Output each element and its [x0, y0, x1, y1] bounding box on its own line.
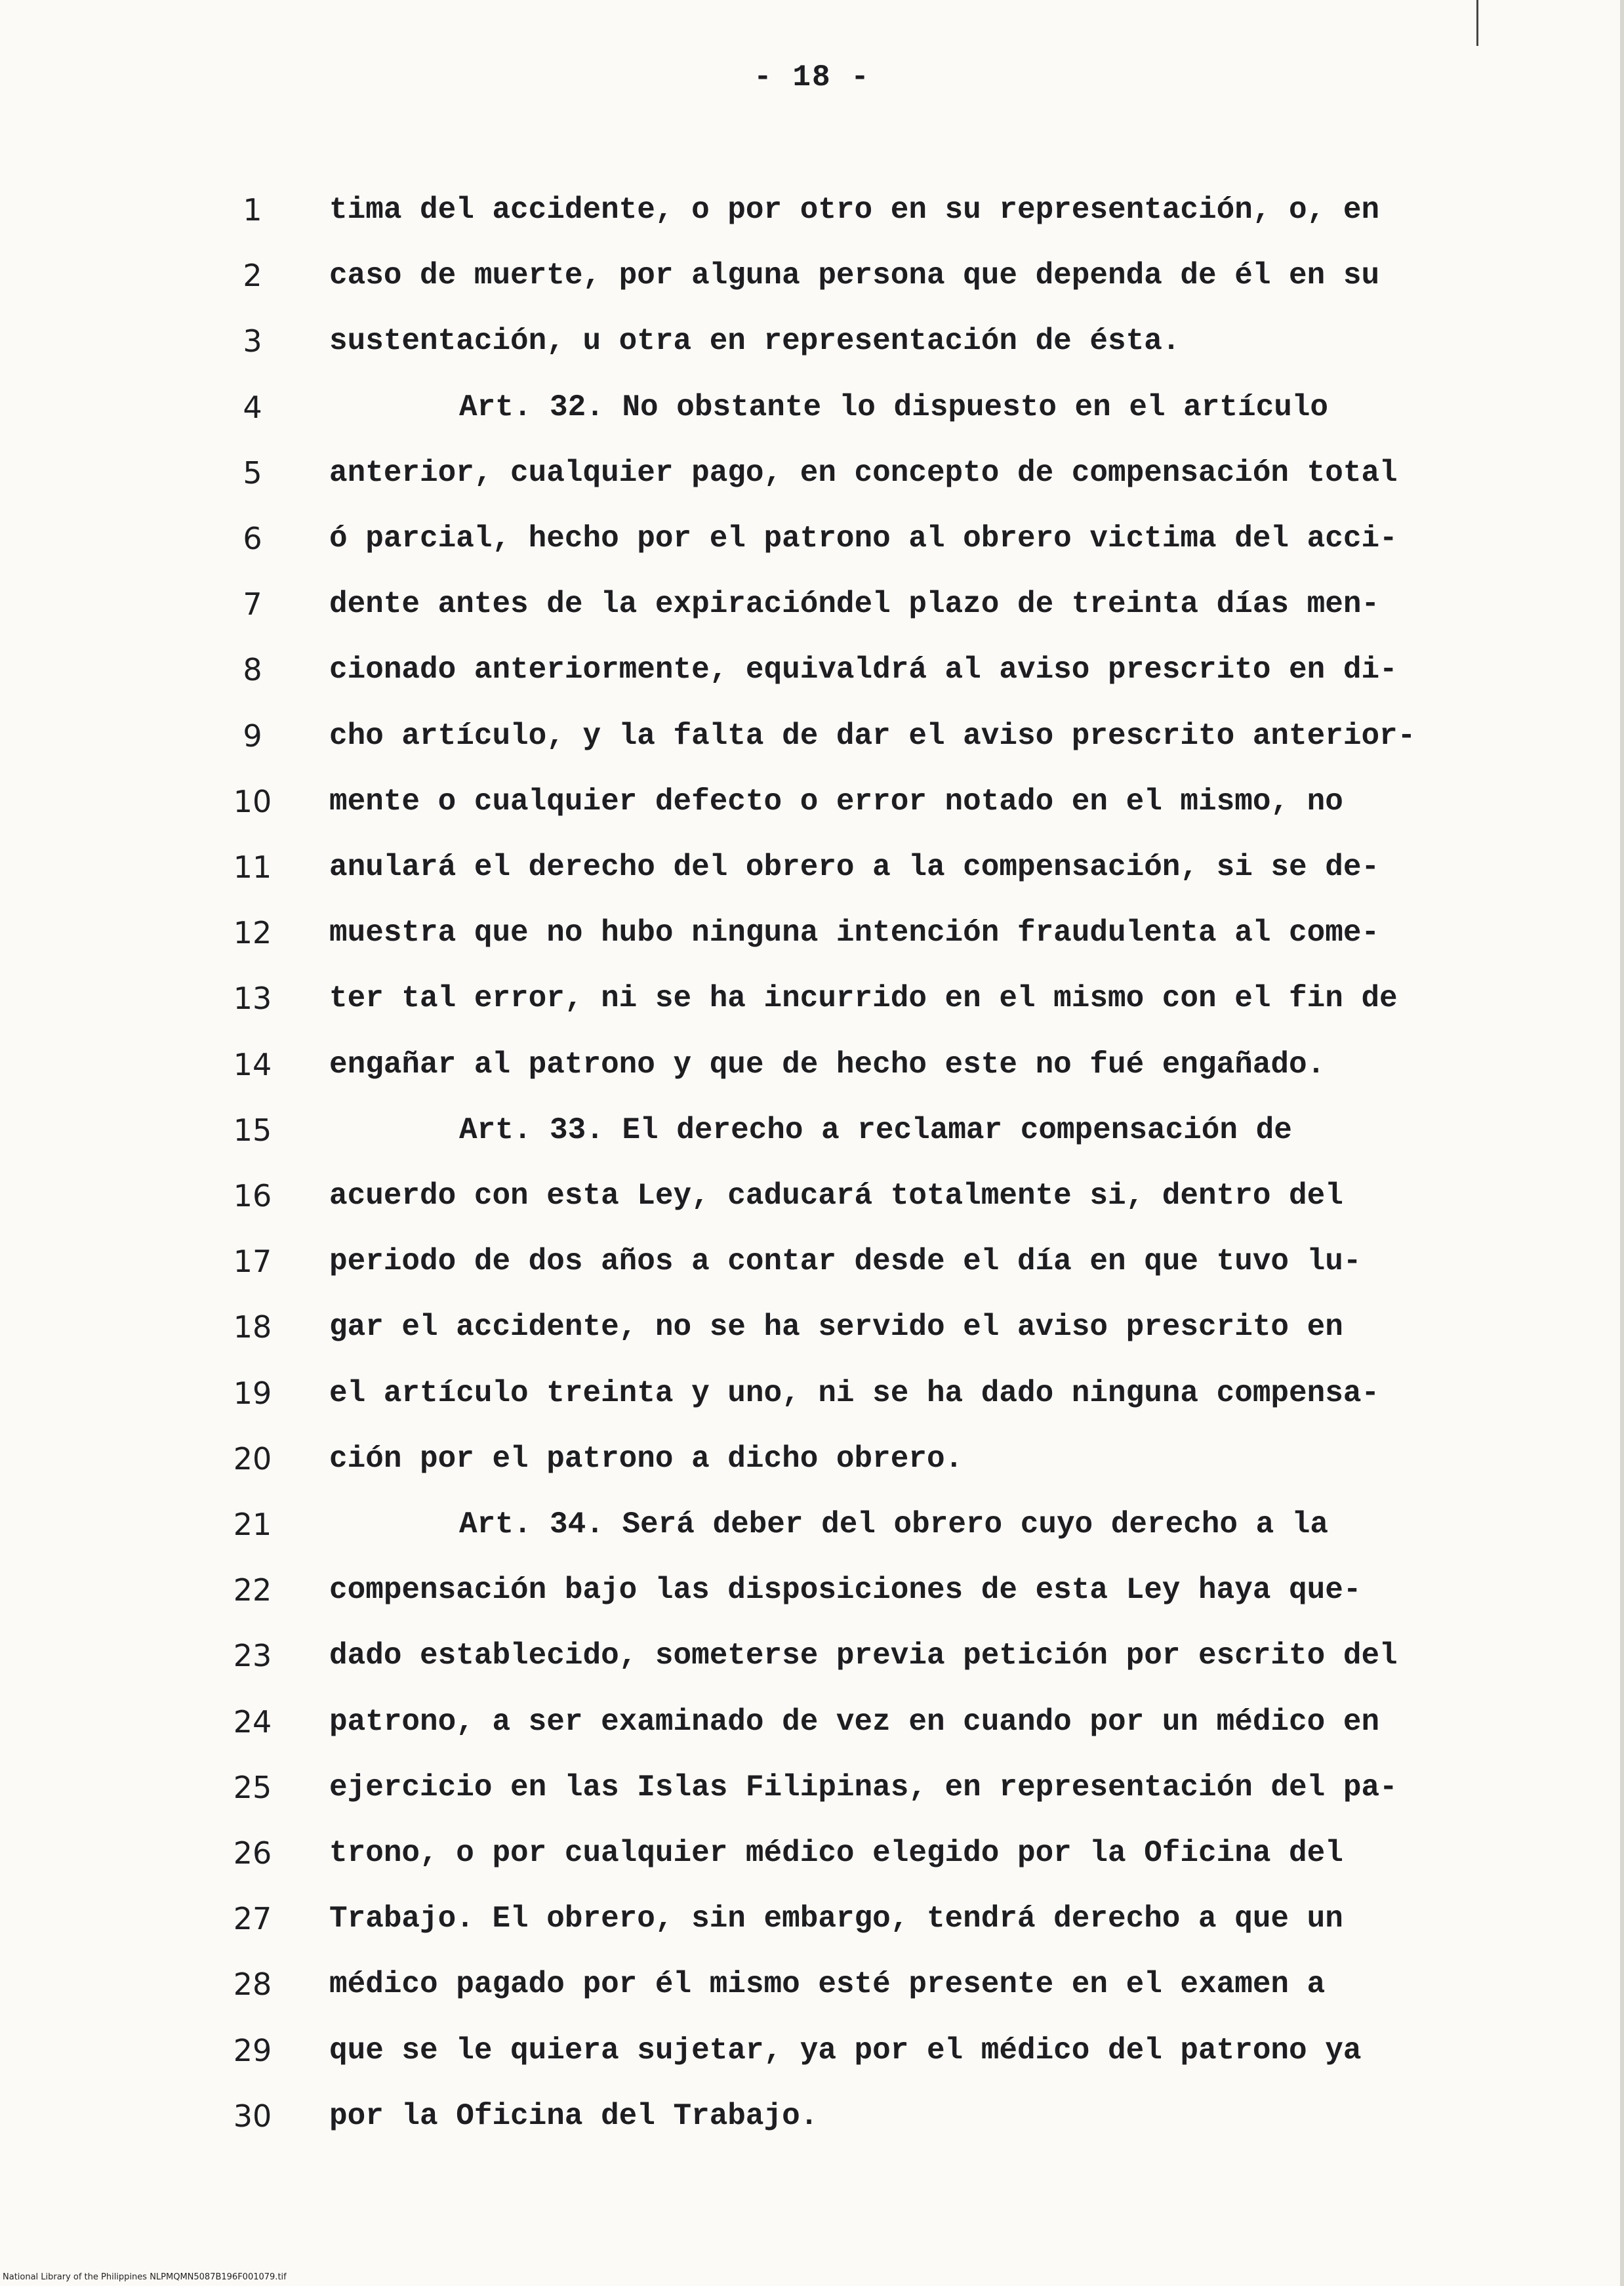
text-line [0, 847, 1624, 913]
line-text: muestra que no hubo ninguna intención fraudulenta al come- [329, 916, 1380, 950]
text-line [0, 321, 1624, 387]
line-number: 9 [243, 718, 262, 754]
line-number: 22 [233, 1572, 272, 1608]
line-text: cho artículo, y la falta de dar el aviso prescrito anterior- [329, 718, 1416, 753]
text-line [0, 1307, 1624, 1373]
line-text: Trabajo. El obrero, sin embargo, tendrá derecho a que un [329, 1902, 1343, 1936]
text-line [0, 1439, 1624, 1505]
line-number: 2 [243, 258, 262, 294]
text-line [0, 2031, 1624, 2096]
text-line [0, 913, 1624, 979]
line-text: cionado anteriormente, equivaldrá al aviso prescrito en di- [329, 653, 1398, 687]
line-number: 23 [233, 1638, 272, 1674]
text-line [0, 1242, 1624, 1307]
line-text: Art. 33. El derecho a reclamar compensación de [459, 1112, 1292, 1147]
line-number: 13 [233, 981, 272, 1017]
text-line [0, 1176, 1624, 1242]
edge-mark [1476, 0, 1478, 46]
line-text: anulará el derecho del obrero a la compensación, si se de- [329, 850, 1380, 884]
line-text: ejercicio en las Islas Filipinas, en representación del pa- [329, 1770, 1398, 1805]
line-number: 25 [233, 1769, 272, 1805]
text-line [0, 1833, 1624, 1899]
line-text: tima del accidente, o por otro en su representación, o, en [329, 193, 1380, 227]
line-number: 30 [233, 2098, 272, 2134]
text-line [0, 1505, 1624, 1570]
line-number: 4 [243, 389, 262, 425]
line-text: compensación bajo las disposiciones de esta Ley haya que- [329, 1573, 1362, 1608]
line-text: que se le quiera sujetar, ya por el médico del patrono ya [329, 2033, 1362, 2068]
text-line [0, 519, 1624, 584]
line-number: 12 [233, 915, 272, 951]
line-text: gar el accidente, no se ha servido el aviso prescrito en [329, 1310, 1343, 1345]
line-number: 17 [233, 1244, 272, 1280]
line-number: 8 [243, 652, 262, 688]
line-text: por la Oficina del Trabajo. [329, 2098, 819, 2133]
text-line [0, 782, 1624, 847]
line-number: 16 [233, 1178, 272, 1214]
line-number: 1 [243, 192, 262, 228]
text-line [0, 716, 1624, 782]
line-text: trono, o por cualquier médico elegido por la Oficina del [329, 1836, 1343, 1870]
line-number: 21 [233, 1507, 272, 1542]
line-text: médico pagado por él mismo esté presente en el examen a [329, 1967, 1326, 2002]
text-line [0, 979, 1624, 1044]
text-line [0, 388, 1624, 453]
line-number: 11 [233, 849, 272, 885]
line-number: 7 [243, 586, 262, 623]
line-text: anterior, cualquier pago, en concepto de compensación total [329, 455, 1398, 490]
archive-footer: National Library of the Philippines NLPMQMN5087B196F001079.tif [3, 2272, 287, 2282]
line-number: 18 [233, 1309, 272, 1345]
line-number: 24 [233, 1704, 272, 1740]
text-line [0, 1636, 1624, 1702]
line-number: 29 [233, 2032, 272, 2068]
line-number: 28 [233, 1967, 272, 2003]
text-line [0, 190, 1624, 256]
line-text: mente o cualquier defecto o error notado en el mismo, no [329, 784, 1343, 819]
line-number: 10 [233, 783, 272, 819]
line-number: 3 [243, 323, 262, 359]
line-text: engañar al patrono y que de hecho este no fué engañado. [329, 1047, 1326, 1082]
line-number: 26 [233, 1835, 272, 1871]
line-text: el artículo treinta y uno, ni se ha dado ninguna compensa- [329, 1376, 1380, 1410]
text-line [0, 584, 1624, 650]
line-text: dente antes de la expiracióndel plazo de treinta días men- [329, 587, 1380, 622]
line-text: Art. 32. No obstante lo dispuesto en el artículo [459, 390, 1329, 424]
line-text: dado establecido, someterse previa petición por escrito del [329, 1639, 1398, 1673]
line-number: 15 [233, 1112, 272, 1148]
line-number: 20 [233, 1440, 272, 1477]
line-number: 27 [233, 1901, 272, 1937]
line-number: 19 [233, 1375, 272, 1411]
line-text: Art. 34. Será deber del obrero cuyo derecho a la [459, 1507, 1329, 1541]
text-line [0, 1570, 1624, 1636]
text-line [0, 2096, 1624, 2162]
text-line [0, 650, 1624, 716]
text-line [0, 1768, 1624, 1833]
line-number: 6 [243, 521, 262, 556]
line-text: ter tal error, ni se ha incurrido en el mismo con el fin de [329, 981, 1398, 1016]
text-line [0, 1374, 1624, 1439]
page-number: - 18 - [754, 60, 870, 94]
text-line [0, 1702, 1624, 1768]
line-text: patrono, a ser examinado de vez en cuando por un médico en [329, 1704, 1380, 1739]
line-text: caso de muerte, por alguna persona que dependa de él en su [329, 258, 1380, 293]
text-line [0, 1045, 1624, 1111]
line-number: 5 [243, 455, 262, 491]
text-line [0, 1965, 1624, 2030]
text-line [0, 1899, 1624, 1965]
line-text: periodo de dos años a contar desde el día en que tuvo lu- [329, 1244, 1362, 1279]
line-text: acuerdo con esta Ley, caducará totalmente si, dentro del [329, 1179, 1343, 1213]
line-text: ó parcial, hecho por el patrono al obrero victima del acci- [329, 521, 1398, 556]
line-text: sustentación, u otra en representación de ésta. [329, 324, 1181, 359]
line-text: ción por el patrono a dicho obrero. [329, 1441, 964, 1476]
line-number: 14 [233, 1046, 272, 1082]
text-line [0, 256, 1624, 321]
text-line [0, 1111, 1624, 1176]
text-line [0, 453, 1624, 519]
